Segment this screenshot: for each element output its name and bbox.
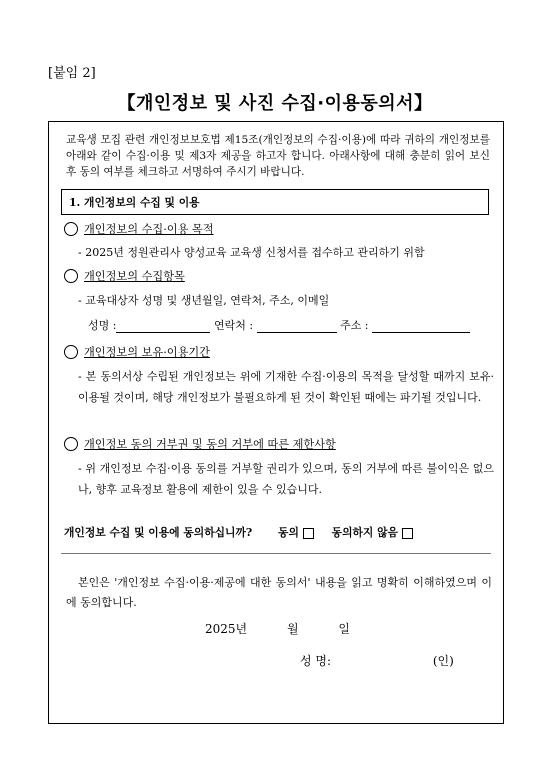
item-period-heading bbox=[64, 344, 210, 360]
item-heading: 개인정보의 수집·이용 목적 bbox=[84, 223, 214, 236]
address-label: 주소 : bbox=[340, 319, 369, 332]
item-heading: 개인정보의 보유·이용기간 bbox=[84, 346, 210, 359]
section-title: 1. 개인정보의 수집 및 이용 bbox=[69, 196, 200, 209]
circle-bullet-icon bbox=[64, 269, 78, 283]
agree-label: 동의 bbox=[278, 526, 299, 539]
seal-mark[interactable]: (인) bbox=[432, 654, 454, 668]
date-year: 2025년 bbox=[205, 622, 248, 636]
circle-bullet-icon bbox=[64, 437, 78, 451]
circle-bullet-icon bbox=[64, 222, 78, 236]
applicant-fields bbox=[88, 317, 470, 333]
circle-bullet-icon bbox=[64, 345, 78, 359]
agree-option[interactable] bbox=[278, 526, 314, 539]
signature-label: 성 명: bbox=[300, 654, 332, 668]
agree-checkbox[interactable] bbox=[303, 528, 314, 539]
disagree-option[interactable] bbox=[332, 526, 413, 539]
item-refusal-detail: - 위 개인정보 수집·이용 동의를 거부할 권리가 있으며, 동의 거부에 따른 불이익은 없으나, 향후 교육정보 활용에 제한이 있을 수 있습니다. bbox=[78, 462, 494, 496]
final-statement: 본인은 '개인정보 수집·이용·제공에 대한 동의서' 내용을 읽고 명확히 이해하였으며 이에 동의합니다. bbox=[66, 576, 492, 609]
item-refusal-heading bbox=[64, 436, 336, 452]
contact-label: 연락처 : bbox=[213, 319, 254, 332]
name-field[interactable] bbox=[116, 320, 210, 333]
item-purpose-detail: - 2025년 정원관리사 양성교육 교육생 신청서를 접수하고 관리하기 위함 bbox=[78, 246, 425, 259]
document-title: 【개인정보 및 사진 수집·이용동의서】 bbox=[117, 93, 433, 114]
contact-field[interactable] bbox=[257, 320, 337, 333]
item-period-detail: - 본 동의서상 수립된 개인정보는 위에 기재한 수집·이용의 목적을 달성할 때까지 보유·이용될 것이며, 해당 개인정보가 불필요하게 된 것이 확인된 때에는 파기될 것입니다. bbox=[78, 370, 494, 404]
consent-question: 개인정보 수집 및 이용에 동의하십니까? bbox=[64, 526, 253, 539]
consent-row bbox=[64, 525, 413, 540]
item-fields-detail: - 교육대상자 성명 및 생년월일, 연락처, 주소, 이메일 bbox=[78, 294, 330, 307]
item-heading: 개인정보 동의 거부권 및 동의 거부에 따른 제한사항 bbox=[84, 438, 336, 451]
divider bbox=[61, 553, 491, 554]
name-label: 성명 : bbox=[88, 319, 117, 332]
intro-text: 교육생 모집 관련 개인정보보호법 제15조(개인정보의 수집·이용)에 따라 귀하의 개인정보를 아래와 같이 수집·이용 및 제3자 제공을 하고자 합니다. 아래사항에 대해 충분히 읽어 보신 후 동의 여부를 체크하고 서명하여 주시기 바랍니다. bbox=[66, 134, 490, 178]
date-day: 일 bbox=[338, 622, 350, 636]
date-month: 월 bbox=[286, 622, 299, 636]
address-field[interactable] bbox=[372, 320, 470, 333]
item-fields-heading bbox=[64, 268, 185, 284]
signature-line bbox=[300, 652, 454, 669]
attachment-label: [붙임 2] bbox=[48, 66, 96, 81]
disagree-label: 동의하지 않음 bbox=[331, 526, 398, 539]
date-line bbox=[205, 620, 350, 637]
item-heading: 개인정보의 수집항목 bbox=[84, 270, 185, 283]
item-purpose-heading bbox=[64, 221, 214, 237]
disagree-checkbox[interactable] bbox=[402, 528, 413, 539]
